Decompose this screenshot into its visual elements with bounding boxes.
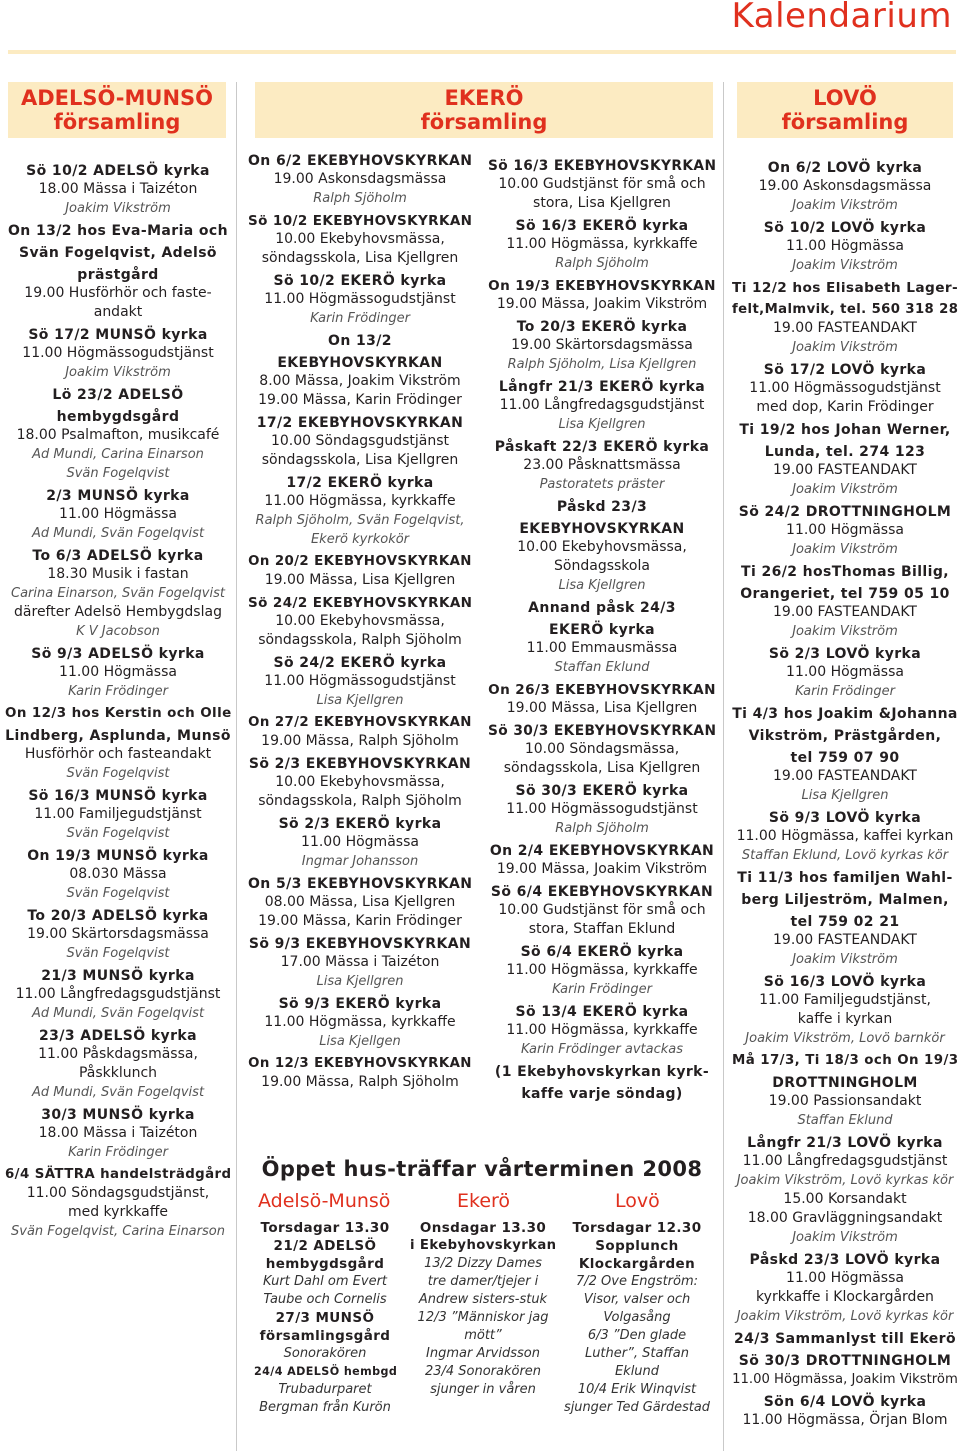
event-person: Karin Frödinger (795, 684, 895, 699)
event-person: Lisa Kjellgren (558, 417, 646, 432)
event-heading: Sö 10/2 EKEBYHOVSKYRKAN (248, 213, 473, 229)
event-heading: 17/2 EKERÖ kyrka (286, 475, 434, 491)
event-heading: EKEBYHOVSKYRKAN (277, 355, 443, 371)
event-detail: 10.00 Ekebyhovsmässa, (275, 231, 445, 247)
event-person: Karin Frödinger (552, 982, 652, 997)
event-detail: 11.00 Högmässa, kyrkkaffe (506, 236, 698, 252)
event-person: Joakim Vikström (792, 482, 898, 497)
ekero-events-left (248, 148, 472, 1092)
event-detail: 19.00 Skärtorsdagsmässa (27, 926, 209, 942)
event-heading: Ti 12/2 hos Elisabeth Lager- (732, 280, 959, 296)
event-person: Karin Frödinger (68, 684, 168, 699)
event-person: Karin Frödinger (68, 1145, 168, 1160)
event-person: Lisa Kjellgren (558, 578, 646, 593)
event-heading: 30/3 MUNSÖ kyrka (41, 1107, 195, 1123)
event-person: Ralph Sjöholm (555, 256, 649, 271)
event-detail: 11.00 Högmässa, Joakim Vikström (732, 1372, 958, 1387)
event-person: Lisa Kjellgren (316, 693, 404, 708)
event-detail: sjunger in våren (430, 1382, 536, 1397)
event-heading: Sö 10/2 ADELSÖ kyrka (26, 163, 210, 179)
event-heading: Påskaft 22/3 EKERÖ kyrka (494, 439, 710, 455)
header-adelso-munso (8, 82, 226, 138)
event-detail: 08.00 Mässa, Lisa Kjellgren (264, 894, 456, 910)
lovo-events (732, 155, 958, 1430)
event-heading: On 27/2 EKEBYHOVSKYRKAN (248, 715, 472, 730)
event-person: Ingmar Johansson (301, 854, 419, 869)
event-heading: Sö 13/4 EKERÖ kyrka (515, 1004, 689, 1020)
event-detail: Ingmar Arvidsson (426, 1346, 540, 1361)
event-detail: 19.00 Mässa, Lisa Kjellgren (506, 700, 698, 716)
event-heading: Sö 24/2 EKERÖ kyrka (273, 655, 447, 671)
event-heading: Sö 2/3 EKEBYHOVSKYRKAN (248, 756, 472, 772)
event-heading: Sö 30/3 EKEBYHOVSKYRKAN (488, 723, 717, 739)
event-heading: Sö 16/3 LOVÖ kyrka (763, 974, 927, 990)
event-person: Joakim Vikström, Lovö barnkör (745, 1031, 945, 1046)
event-detail: 10.00 Söndagsgudstjänst (270, 433, 450, 449)
event-detail: med kyrkkaffe (67, 1204, 169, 1220)
event-detail: Söndagsskola (554, 558, 650, 574)
event-detail: Sonorakören (283, 1346, 367, 1361)
event-person: Karin Frödinger avtackas (520, 1042, 684, 1057)
event-heading: EKEBYHOVSKYRKAN (519, 521, 685, 537)
event-heading: Torsdagar 13.30 (260, 1220, 390, 1236)
event-detail: söndagsskola, Lisa Kjellgren (261, 250, 459, 266)
header-line: LOVÖ (813, 86, 877, 110)
event-heading: Lindberg, Asplunda, Munsö (5, 728, 231, 744)
event-detail: Volgasång (603, 1310, 671, 1325)
event-heading: To 6/3 ADELSÖ kyrka (32, 548, 204, 564)
event-detail: Andrew sisters-stuk (418, 1292, 548, 1307)
event-detail: 11.00 Emmausmässa (526, 640, 678, 656)
event-heading: Sö 30/3 DROTTNINGHOLM (738, 1353, 952, 1369)
event-detail: Taube och Cornelis (263, 1292, 387, 1307)
event-heading: On 6/2 LOVÖ kyrka (767, 160, 923, 176)
event-detail: andakt (93, 304, 143, 320)
event-detail: 10.00 Ekebyhovsmässa, (275, 613, 445, 629)
event-person: Pastoratets präster (539, 477, 665, 492)
event-heading: On 19/3 MUNSÖ kyrka (27, 848, 209, 864)
event-detail: 19.00 Skärtorsdagsmässa (511, 337, 693, 353)
event-detail: Luther”, Staffan (584, 1346, 690, 1361)
event-detail: 11.00 Högmässogudstjänst (506, 801, 698, 817)
event-heading: Sö 17/2 MUNSÖ kyrka (28, 327, 208, 343)
event-person: Karin Frödinger (310, 311, 410, 326)
event-heading: On 12/3 EKEBYHOVSKYRKAN (248, 1056, 472, 1071)
event-detail: tre damer/tjejer i (427, 1274, 539, 1289)
event-person: Ad Mundi, Svän Fogelqvist (31, 526, 205, 541)
event-detail: 7/2 Ove Engström: (575, 1274, 699, 1289)
event-heading: Sö 9/3 EKERÖ kyrka (278, 996, 442, 1012)
event-heading: To 20/3 EKERÖ kyrka (516, 319, 688, 335)
event-detail: 19.00 Passionsandakt (768, 1093, 922, 1109)
event-detail: 11.00 Långfredagsgudstjänst (499, 397, 705, 413)
event-person: Staffan Eklund (554, 660, 650, 675)
event-heading: (1 Ekebyhovskyrkan kyrk- (494, 1064, 710, 1080)
open-house-lovo (564, 1219, 710, 1417)
event-person: Joakim Vikström (792, 542, 898, 557)
event-person: Ralph Sjöholm, Svän Fogelqvist, (255, 513, 465, 528)
event-detail: 15.00 Korsandakt (783, 1191, 907, 1207)
event-person: Svän Fogelqvist (66, 466, 170, 481)
event-person: Joakim Vikström (65, 365, 171, 380)
event-detail: 23.00 Påsknattsmässa (523, 457, 681, 473)
event-detail: kyrkkaffe i Klockargården (756, 1289, 934, 1305)
event-heading: On 5/3 EKEBYHOVSKYRKAN (248, 876, 473, 892)
event-heading: Vikström, Prästgården, (748, 728, 942, 744)
event-detail: 18.30 Musik i fastan (47, 566, 189, 582)
event-detail: 19.00 Husförhör och faste- (24, 285, 212, 301)
event-person: Ralph Sjöholm (555, 821, 649, 836)
event-detail: 11.00 Högmässa, Örjan Blom (742, 1412, 948, 1428)
event-heading: Ti 26/2 hosThomas Billig, (741, 564, 949, 580)
event-detail: 10.00 Ekebyhovsmässa, (517, 539, 687, 555)
event-heading: Onsdagar 13.30 (419, 1220, 547, 1236)
event-person: Svän Fogelqvist (66, 886, 170, 901)
header-ekero (255, 82, 713, 138)
event-heading: hembygdsgård (265, 1256, 385, 1272)
open-house-title: Öppet hus-träffar vårterminen 2008 (261, 1157, 703, 1181)
event-detail: mött” (464, 1328, 502, 1343)
event-person: Svän Fogelqvist (66, 826, 170, 841)
parish-label-ekero: Ekerö (457, 1190, 511, 1212)
event-heading: On 19/3 EKEBYHOVSKYRKAN (488, 278, 716, 294)
event-heading: Sö 9/3 ADELSÖ kyrka (31, 646, 205, 662)
event-detail: 11.00 Högmässogudstjänst (749, 380, 941, 396)
event-heading: Sön 6/4 LOVÖ kyrka (763, 1394, 927, 1410)
event-detail: söndagsskola, Lisa Kjellgren (503, 760, 701, 776)
open-house-ekero (410, 1219, 556, 1399)
event-heading: kaffe varje söndag) (521, 1086, 683, 1102)
event-detail: 10.00 Ekebyhovsmässa, (275, 774, 445, 790)
event-person: Svän Fogelqvist, Carina Einarson (11, 1224, 225, 1239)
event-detail: 10/4 Erik Winqvist (577, 1382, 697, 1397)
event-person: Joakim Vikström (792, 198, 898, 213)
event-person: Svän Fogelqvist (66, 946, 170, 961)
event-detail: stora, Staffan Eklund (528, 921, 676, 937)
event-detail: 23/4 Sonorakören (424, 1364, 542, 1379)
event-detail: 11.00 Högmässogudstjänst (264, 673, 456, 689)
ekero-events-right (488, 153, 716, 1103)
event-detail: 11.00 Familjegudstjänst, (759, 992, 931, 1008)
event-detail: 11.00 Långfredagsgudstjänst (15, 986, 221, 1002)
event-detail: 11.00 Familjegudstjänst (34, 806, 202, 822)
event-heading: Sö 2/3 EKERÖ kyrka (278, 816, 442, 832)
event-detail: 11.00 Högmässa (786, 522, 904, 538)
event-detail: Husförhör och fasteandakt (24, 746, 212, 762)
header-lovo (737, 82, 953, 138)
event-detail: 10.00 Gudstjänst för små och (498, 176, 706, 192)
event-heading: Sö 24/2 DROTTNINGHOLM (738, 504, 952, 520)
event-detail: 10.00 Gudstjänst för små och (498, 902, 706, 918)
event-heading: Påskd 23/3 LOVÖ kyrka (749, 1252, 941, 1268)
event-heading: Lunda, tel. 274 123 (764, 444, 926, 460)
event-person: Joakim Vikström (792, 340, 898, 355)
event-detail: 19.00 Askonsdagsmässa (273, 171, 447, 187)
event-heading: berg Liljeström, Malmen, (741, 892, 949, 908)
event-person: Staffan Eklund, Lovö kyrkas kör (741, 848, 949, 863)
column-divider (723, 82, 724, 1451)
event-detail: 19.00 Mässa, Lisa Kjellgren (264, 572, 456, 588)
event-detail: 11.00 Högmässa, kyrkkaffe (506, 962, 698, 978)
event-detail: med dop, Karin Frödinger (756, 399, 934, 415)
event-heading: Sö 16/3 EKERÖ kyrka (515, 218, 689, 234)
event-detail: Påskklunch (78, 1065, 158, 1081)
event-detail: 11.00 Högmässa, kyrkkaffe (264, 493, 456, 509)
event-detail: 19.00 FASTEANDAKT (773, 462, 917, 478)
event-person: Joakim Vikström (792, 624, 898, 639)
event-heading: 21/3 MUNSÖ kyrka (41, 968, 195, 984)
event-detail: Visor, valser och (583, 1292, 691, 1307)
event-person: Joakim Vikström (792, 1230, 898, 1245)
event-heading: Orangeriet, tel 759 05 10 (740, 586, 950, 602)
event-detail: söndagsskola, Lisa Kjellgren (261, 452, 459, 468)
event-detail: 19.00 Mässa, Joakim Vikström (496, 296, 708, 312)
event-detail: Bergman från Kurön (259, 1400, 391, 1415)
event-detail: 11.00 Högmässa, kyrkkaffe (264, 1014, 456, 1030)
event-heading: Sö 9/3 EKEBYHOVSKYRKAN (248, 936, 472, 952)
event-heading: 6/4 SÄTTRA handelsträdgård (5, 1167, 232, 1182)
event-heading: Sö 2/3 LOVÖ kyrka (768, 646, 922, 662)
event-detail: 10.00 Söndagsmässa, (524, 741, 680, 757)
event-detail: 19.00 Mässa, Ralph Sjöholm (261, 1074, 459, 1090)
event-person: Lisa Kjellgren (801, 788, 889, 803)
event-person: K V Jacobson (76, 624, 160, 639)
event-person: Joakim Vikström (792, 952, 898, 967)
event-detail: 19.00 FASTEANDAKT (773, 768, 917, 784)
event-heading: Sö 16/3 EKEBYHOVSKYRKAN (488, 158, 717, 174)
event-heading: Ti 19/2 hos Johan Werner, (739, 422, 951, 438)
event-heading: Sö 6/4 EKERÖ kyrka (520, 944, 684, 960)
event-heading: Sö 16/3 MUNSÖ kyrka (28, 788, 208, 804)
event-detail: 19.00 Askonsdagsmässa (758, 178, 932, 194)
event-heading: tel 759 07 90 (790, 750, 900, 766)
event-person: Ekerö kyrkokör (310, 532, 410, 547)
event-detail: 19.00 FASTEANDAKT (773, 320, 917, 336)
event-person: Ad Mundi, Carina Einarson (32, 447, 204, 462)
event-detail: 19.00 FASTEANDAKT (773, 932, 917, 948)
event-person: Ad Mundi, Svän Fogelqvist (31, 1085, 205, 1100)
event-detail: söndagsskola, Ralph Sjöholm (258, 793, 462, 809)
event-heading: Sö 6/4 EKEBYHOVSKYRKAN (490, 884, 714, 900)
event-detail: 11.00 Högmässa (301, 834, 419, 850)
event-heading: Långfr 21/3 LOVÖ kyrka (747, 1135, 943, 1151)
event-heading: Sö 17/2 LOVÖ kyrka (763, 362, 927, 378)
event-detail: kaffe i kyrkan (797, 1011, 893, 1027)
event-detail: 17.00 Mässa i Taizéton (280, 954, 440, 970)
event-person: Joakim Vikström (65, 201, 171, 216)
event-detail: stora, Lisa Kjellgren (533, 195, 671, 211)
event-heading: On 20/2 EKEBYHOVSKYRKAN (248, 554, 472, 569)
event-detail: Trubadurparet (278, 1382, 372, 1397)
column-divider (236, 82, 237, 1451)
header-line: församling (781, 110, 909, 134)
event-heading: Må 17/3, Ti 18/3 och On 19/3 (732, 1053, 959, 1068)
event-detail: 08.030 Mässa (69, 866, 167, 882)
event-person: Svän Fogelqvist (66, 766, 170, 781)
event-person: Joakim Vikström (792, 258, 898, 273)
event-detail: 11.00 Högmässa, kyrkkaffe (506, 1022, 698, 1038)
event-detail: 11.00 Högmässa (59, 664, 177, 680)
event-heading: On 2/4 EKEBYHOVSKYRKAN (489, 843, 715, 859)
event-person: Carina Einarson, Svän Fogelqvist (11, 586, 225, 601)
event-heading: Annand påsk 24/3 (528, 600, 676, 616)
event-heading: i Ekebyhovskyrkan (410, 1238, 557, 1253)
parish-label-lovo: Lovö (615, 1190, 660, 1212)
event-heading: 24/4 ADELSÖ hembgd (254, 1365, 398, 1378)
event-heading: Sö 10/2 LOVÖ kyrka (763, 220, 927, 236)
event-heading: 21/2 ADELSÖ (273, 1238, 377, 1254)
event-detail: 11.00 Högmässa (59, 506, 177, 522)
event-detail: 11.00 Påskdagsmässa, (38, 1046, 198, 1062)
event-heading: On 26/3 EKEBYHOVSKYRKAN (488, 682, 716, 698)
event-heading: 17/2 EKEBYHOVSKYRKAN (256, 415, 464, 431)
event-detail: 11.00 Högmässa (786, 1270, 904, 1286)
event-heading: Sopplunch (595, 1238, 679, 1254)
event-detail: 19.00 Mässa, Karin Frödinger (258, 913, 462, 929)
header-line: församling (420, 110, 548, 134)
event-heading: Svän Fogelqvist, Adelsö (19, 245, 217, 261)
event-heading: Klockargården (578, 1256, 696, 1272)
event-heading: Sö 30/3 EKERÖ kyrka (515, 783, 689, 799)
event-heading: 27/3 MUNSÖ (275, 1310, 375, 1326)
event-heading: prästgård (77, 267, 159, 283)
event-detail: 11.00 Högmässa (786, 664, 904, 680)
event-heading: Sö 10/2 EKERÖ kyrka (273, 273, 447, 289)
event-detail: 19.00 Mässa, Joakim Vikström (496, 861, 708, 877)
event-person: Lisa Kjellgren (316, 974, 404, 989)
event-person: Lisa Kjellgen (319, 1034, 401, 1049)
event-heading: On 6/2 EKEBYHOVSKYRKAN (248, 153, 473, 169)
event-heading: tel 759 02 21 (790, 914, 900, 930)
header-line: ADELSÖ-MUNSÖ (21, 86, 213, 110)
event-detail: 19.00 Mässa, Karin Frödinger (258, 392, 462, 408)
event-detail: söndagsskola, Ralph Sjöholm (258, 632, 462, 648)
header-line: församling (53, 110, 181, 134)
event-detail: 13/2 Dizzy Dames (424, 1256, 542, 1271)
event-person: Staffan Eklund (797, 1113, 893, 1128)
event-heading: Ti 4/3 hos Joakim &Johanna (732, 706, 958, 722)
event-heading: On 12/3 hos Kerstin och Olle (5, 706, 232, 721)
event-heading: EKERÖ kyrka (548, 622, 656, 638)
page-title: Kalendarium (731, 0, 952, 36)
parish-label-adelso: Adelsö-Munsö (258, 1190, 391, 1212)
event-detail: 8.00 Mässa, Joakim Vikström (259, 373, 461, 389)
event-heading: DROTTNINGHOLM (772, 1075, 918, 1091)
event-heading: Lö 23/2 ADELSÖ (52, 387, 184, 403)
event-person: Ralph Sjöholm (313, 191, 407, 206)
event-detail: 11.00 Högmässa (786, 238, 904, 254)
open-house-box (252, 1157, 712, 1447)
event-detail: 11.00 Söndagsgudstjänst, (26, 1185, 210, 1201)
event-heading: felt,Malmvik, tel. 560 318 28 (732, 302, 959, 317)
event-heading: 24/3 Sammanlyst till Ekerö (733, 1331, 957, 1347)
event-heading: Torsdagar 12.30 (572, 1220, 702, 1236)
event-detail: 19.00 FASTEANDAKT (773, 604, 917, 620)
event-detail: 11.00 Högmässogudstjänst (22, 345, 214, 361)
event-detail: sjunger Ted Gärdestad (564, 1400, 710, 1415)
event-heading: On 13/2 (328, 333, 392, 349)
header-line: EKERÖ (444, 86, 524, 110)
event-detail: 11.00 Högmässogudstjänst (264, 291, 456, 307)
event-heading: 23/3 ADELSÖ kyrka (39, 1028, 197, 1044)
top-divider (8, 50, 956, 54)
event-person: Joakim Vikström, Lovö kyrkas kör (736, 1173, 954, 1188)
event-detail: 19.00 Mässa, Ralph Sjöholm (261, 733, 459, 749)
event-heading: Påskd 23/3 (556, 499, 648, 515)
event-heading: To 20/3 ADELSÖ kyrka (27, 908, 209, 924)
event-heading: hembygdsgård (56, 409, 180, 425)
event-detail: därefter Adelsö Hembygdslag (14, 604, 222, 620)
event-heading: Långfr 21/3 EKERÖ kyrka (498, 379, 706, 395)
event-heading: Ti 11/3 hos familjen Wahl- (737, 870, 953, 886)
open-house-adelso (254, 1219, 396, 1417)
event-heading: Sö 24/2 EKEBYHOVSKYRKAN (248, 595, 473, 611)
event-detail: 18.00 Mässa i Taizéton (38, 181, 198, 197)
event-detail: Kurt Dahl om Evert (262, 1274, 388, 1289)
event-detail: Eklund (614, 1364, 660, 1379)
event-person: Joakim Vikström, Lovö kyrkas kör (736, 1309, 954, 1324)
event-detail: 11.00 Högmässa, kaffei kyrkan (736, 828, 954, 844)
adelso-munso-events (5, 158, 231, 1241)
event-detail: 11.00 Långfredagsgudstjänst (742, 1153, 948, 1169)
event-heading: 2/3 MUNSÖ kyrka (46, 488, 190, 504)
event-detail: 18.00 Mässa i Taizéton (38, 1125, 198, 1141)
event-detail: 6/3 ”Den glade (587, 1328, 687, 1343)
event-person: Ad Mundi, Svän Fogelqvist (31, 1006, 205, 1021)
event-heading: församlingsgård (259, 1328, 391, 1344)
event-heading: Sö 9/3 LOVÖ kyrka (768, 810, 922, 826)
event-detail: 12/3 ”Människor jag (417, 1310, 549, 1325)
event-detail: 18.00 Gravläggningsandakt (747, 1210, 943, 1226)
event-heading: On 13/2 hos Eva-Maria och (8, 223, 228, 239)
event-person: Ralph Sjöholm, Lisa Kjellgren (507, 357, 697, 372)
event-detail: 18.00 Psalmafton, musikcafé (16, 427, 220, 443)
